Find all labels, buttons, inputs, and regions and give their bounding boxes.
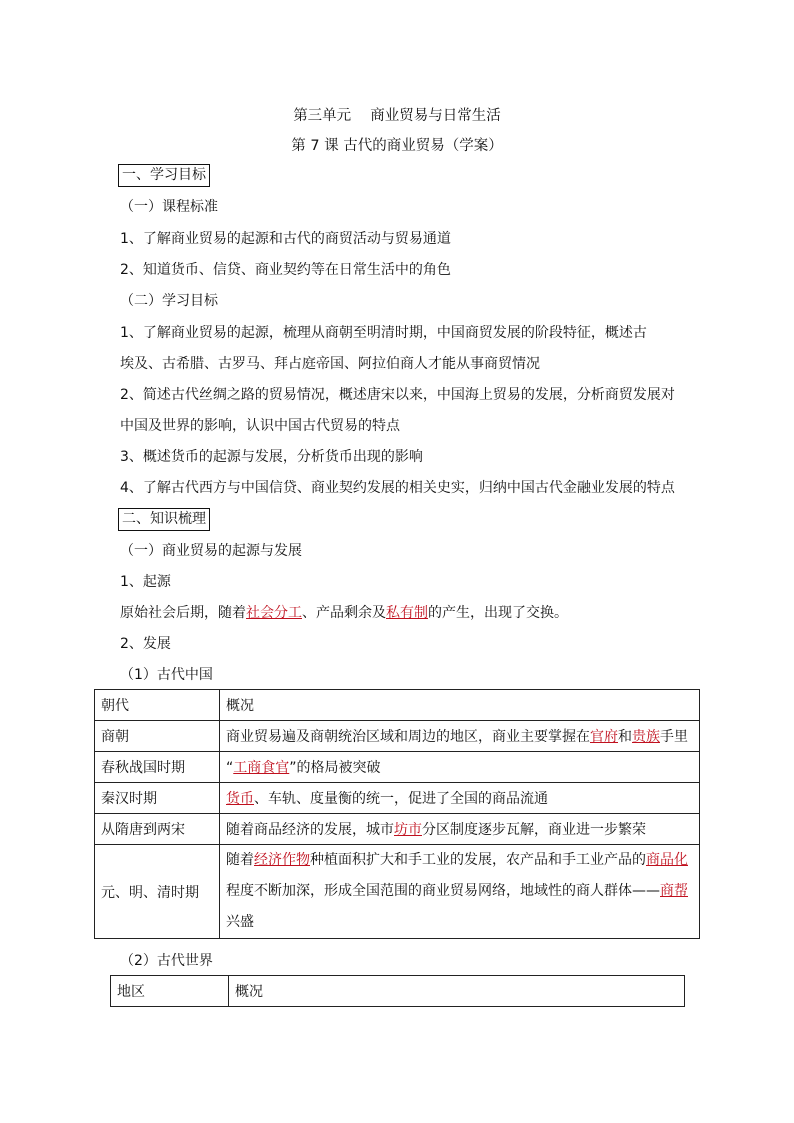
text: 手里 <box>660 729 688 745</box>
text: 和 <box>618 729 632 745</box>
cell-line <box>226 876 693 907</box>
keyword: 贵族 <box>632 729 660 745</box>
keyword: 商帮 <box>660 883 688 899</box>
text: 商业贸易遍及商朝统治区域和周边的地区，商业主要掌握在 <box>226 729 590 745</box>
keyword: 坊市 <box>394 822 422 838</box>
text: 种植面积扩大和手工业的发展，农产品和手工业产品的 <box>310 852 646 868</box>
text: 随着 <box>226 852 254 868</box>
section-heading-knowledge: 二、知识梳理 <box>118 508 210 531</box>
overview-cell <box>220 783 700 814</box>
standard-item: 2、知道货币、信贷、商业契约等在日常生活中的角色 <box>120 262 451 278</box>
keyword: 货币 <box>226 791 254 807</box>
header-cell: 概况 <box>229 976 685 1007</box>
unit-title: 第三单元 商业贸易与日常生活 <box>293 108 501 124</box>
table-row <box>95 721 700 752</box>
dynasty-cell: 春秋战国时期 <box>95 752 220 783</box>
header-cell: 概况 <box>220 690 700 721</box>
standard-item: 1、了解商业贸易的起源和古代的商贸活动与贸易通道 <box>120 231 451 247</box>
table-row <box>95 814 700 845</box>
header-cell: 朝代 <box>95 690 220 721</box>
text: “ <box>226 760 234 776</box>
text: 分区制度逐步瓦解，商业进一步繁荣 <box>422 822 646 838</box>
cell-line <box>226 845 693 876</box>
goal-line: 3、概述货币的起源与发展，分析货币出现的影响 <box>120 449 423 465</box>
keyword: 工商食官 <box>233 760 290 776</box>
china-label: （1）古代中国 <box>120 667 213 683</box>
table-row <box>95 845 700 939</box>
keyword: 经济作物 <box>254 852 310 868</box>
header-cell: 地区 <box>111 976 229 1007</box>
keyword: 商品化 <box>646 852 688 868</box>
text: 程度不断加深，形成全国范围的商业贸易网络，地域性的商人群体—— <box>226 883 660 899</box>
text: 原始社会后期，随着 <box>120 605 246 621</box>
goal-line: 1、了解商业贸易的起源，梳理从商朝至明清时期，中国商贸发展的阶段特征，概述古 <box>120 325 647 341</box>
world-table <box>110 975 685 1007</box>
section-heading-goals: 一、学习目标 <box>118 164 210 187</box>
sub-heading-goals: （二）学习目标 <box>120 293 218 309</box>
origin-text <box>120 602 568 622</box>
dynasty-cell: 从隋唐到两宋 <box>95 814 220 845</box>
sub-heading-standards: （一）课程标准 <box>120 199 218 215</box>
text: ”的格局被突破 <box>289 760 381 776</box>
table-header-row <box>95 690 700 721</box>
china-table <box>94 689 700 939</box>
text: 、产品剩余及 <box>302 605 386 621</box>
sub-heading-origin-development: （一）商业贸易的起源与发展 <box>120 543 302 559</box>
world-label: （2）古代世界 <box>120 953 213 969</box>
overview-cell <box>220 752 700 783</box>
cell-line: 兴盛 <box>226 914 254 930</box>
keyword: 官府 <box>590 729 618 745</box>
overview-cell <box>220 721 700 752</box>
table-row <box>95 752 700 783</box>
origin-label: 1、起源 <box>120 574 171 590</box>
text: 随着商品经济的发展，城市 <box>226 822 394 838</box>
dynasty-cell: 秦汉时期 <box>95 783 220 814</box>
goal-line: 埃及、古希腊、古罗马、拜占庭帝国、阿拉伯商人才能从事商贸情况 <box>120 356 540 372</box>
development-label: 2、发展 <box>120 636 171 652</box>
overview-cell <box>220 814 700 845</box>
goal-line: 4、了解古代西方与中国信贷、商业契约发展的相关史实，归纳中国古代金融业发展的特点 <box>120 480 675 496</box>
goal-line: 2、简述古代丝绸之路的贸易情况，概述唐宋以来，中国海上贸易的发展，分析商贸发展对 <box>120 387 675 403</box>
table-row <box>95 783 700 814</box>
text: 、车轨、度量衡的统一，促进了全国的商品流通 <box>254 791 548 807</box>
text: 的产生，出现了交换。 <box>428 605 568 621</box>
keyword: 私有制 <box>386 605 428 621</box>
dynasty-cell: 元、明、清时期 <box>95 845 220 939</box>
table-header-row <box>111 976 685 1007</box>
keyword: 社会分工 <box>246 605 302 621</box>
dynasty-cell: 商朝 <box>95 721 220 752</box>
overview-cell <box>220 845 700 939</box>
lesson-title: 第 7 课 古代的商业贸易（学案） <box>291 138 503 154</box>
goal-line: 中国及世界的影响，认识中国古代贸易的特点 <box>120 418 400 434</box>
